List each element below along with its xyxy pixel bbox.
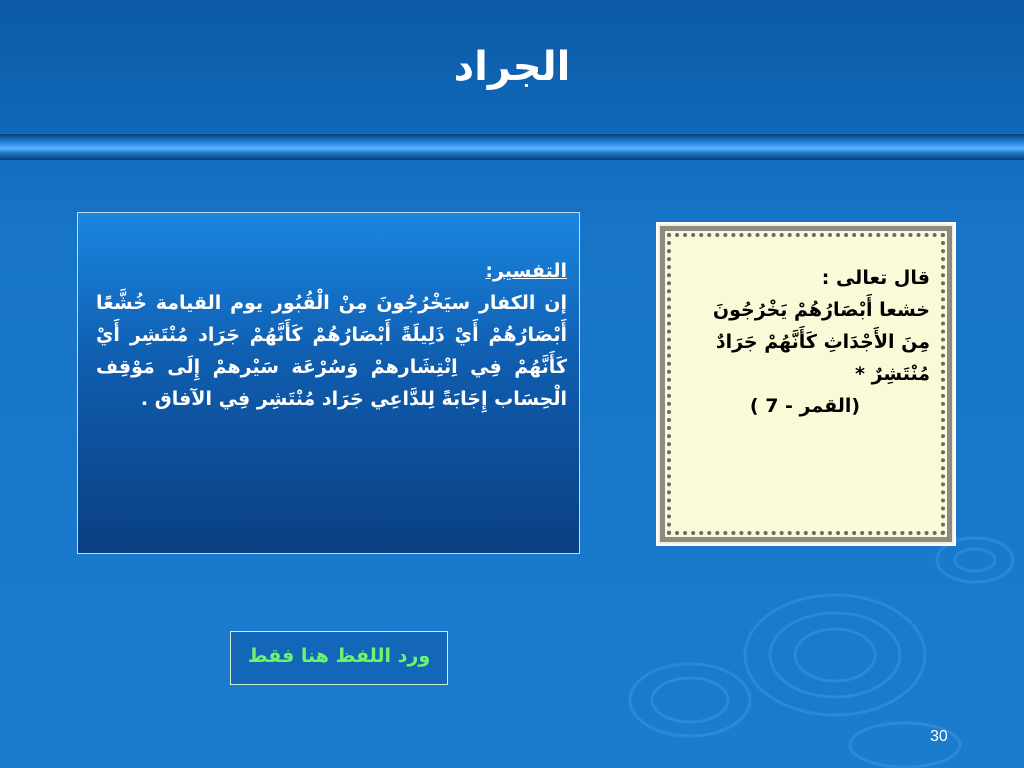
title-divider — [0, 134, 1024, 160]
tafsir-text — [96, 255, 567, 415]
quran-verse: خشعا أَبْصَارُهُمْ يَخْرُجُونَ مِنَ الأَجْدَاثِ كَأَنَّهُمْ جَرَادٌ مُنْتَشِرٌ * — [712, 299, 930, 385]
quran-intro: قال تعالى : — [821, 267, 930, 289]
slide-title: الجراد — [453, 44, 571, 90]
note-box — [230, 631, 448, 685]
note-text: ورد اللفظ هنا فقط — [247, 645, 431, 667]
quran-verse-frame — [656, 222, 956, 546]
quran-verse-text — [680, 262, 930, 422]
page-number: 30 — [930, 728, 948, 745]
quran-reference: (القمر - 7 ) — [749, 395, 861, 417]
tafsir-box — [77, 212, 580, 554]
tafsir-heading: التفسير: — [485, 260, 567, 282]
tafsir-body: إن الكفار سيَخْرُجُونَ مِنْ الْقُبُور يوم القيامة خُشَّعًا أَبْصَارُهُمْ أَيْ ذَلِيلَةً أَبْصَارُهُمْ كَأَنَّهُمْ جَرَاد مُنْتَشِر أَيْ كَأَنَّهُمْ فِي اِنْتِشَارهمْ وَسُرْعَة سَيْرهمْ إِلَى مَوْقِف الْحِسَاب إِجَابَةً لِلدَّاعِي جَرَاد مُنْتَشِر فِي الآفاق . — [96, 292, 567, 410]
